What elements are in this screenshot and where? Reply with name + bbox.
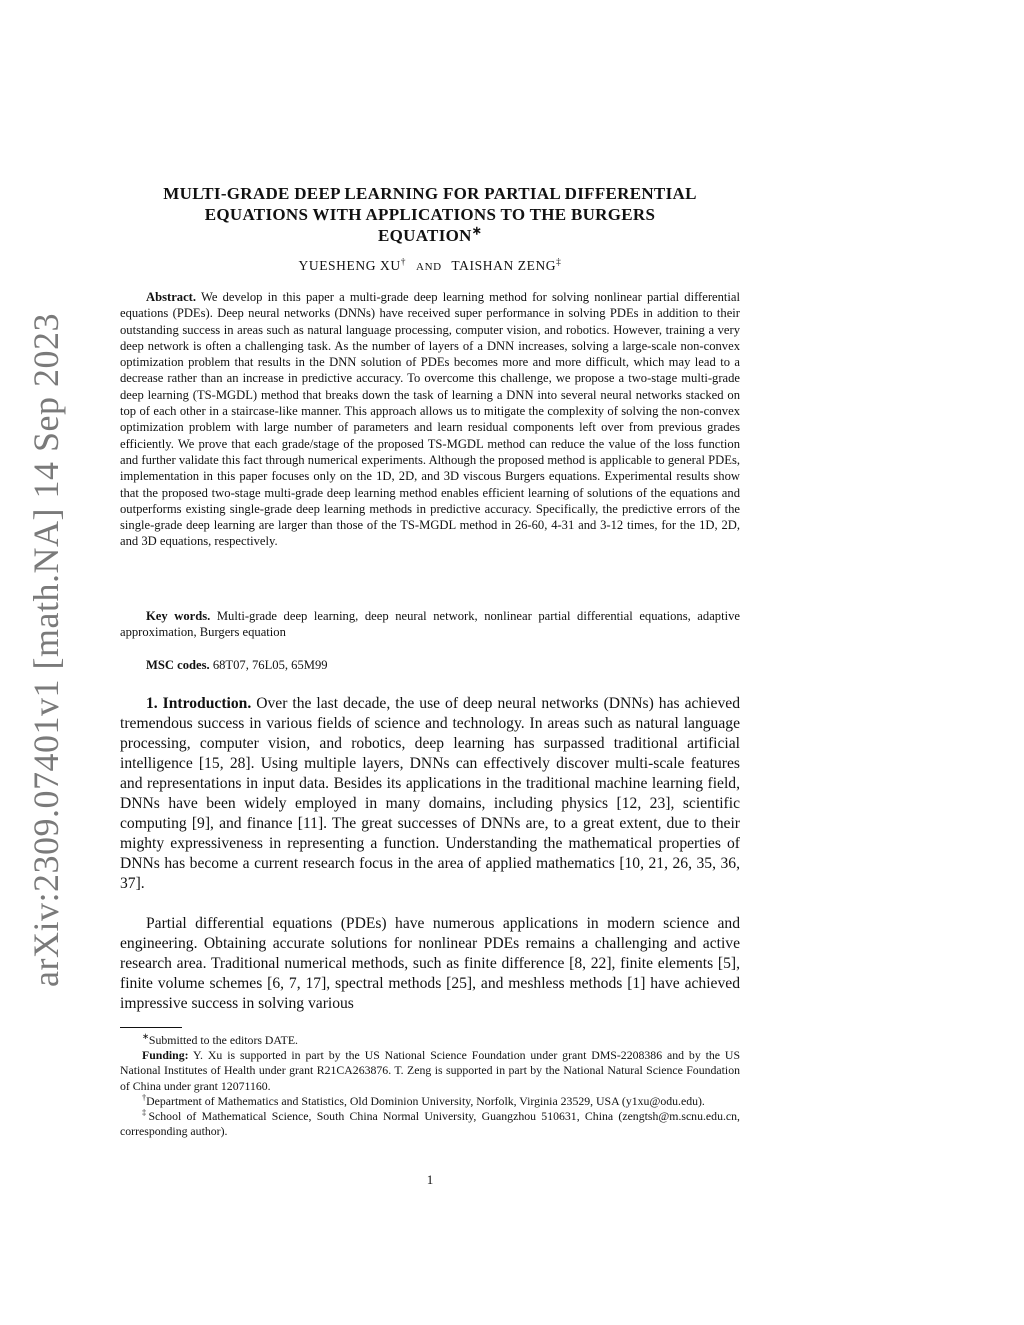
keywords <box>120 608 740 641</box>
footnote-2-mark: † <box>142 1092 147 1102</box>
intro-paragraph-1-text: Over the last decade, the use of deep neural networks (DNNs) has achieved tremendous success in various fields of science and technology. In areas such as natural language processing, computer vision, and robotics, deep learning has surpassed traditional artificial intelligence [15, 28]. Using multiple layers, DNNs can effectively discover multi-scale features and representations in input data. Besides its applications in the traditional machine learning field, DNNs have been widely employed in many domains, including physics [12, 23], scientific computing [9], and finance [11]. The great successes of DNNs are, to a great extent, due to their mighty expressiveness in representing a function. Understanding the mathematical properties of DNNs has become a current research focus in the area of applied mathematics [10, 21, 26, 35, 36, 37]. <box>120 695 740 892</box>
footnotes <box>120 1033 740 1139</box>
author-2: TAISHAN ZENG <box>451 258 557 273</box>
footnote-rule <box>120 1027 182 1028</box>
msc-label: MSC codes. <box>146 658 210 672</box>
keywords-label: Key words. <box>146 609 211 623</box>
abstract-label: Abstract. <box>146 290 197 304</box>
footnote-3 <box>120 1109 740 1139</box>
author-2-mark: ‡ <box>556 257 562 268</box>
title-line-1: MULTI-GRADE DEEP LEARNING FOR PARTIAL DIFFERENTIAL <box>163 184 697 203</box>
msc-text: 68T07, 76L05, 65M99 <box>212 658 328 672</box>
abstract-text: We develop in this paper a multi-grade deep learning method for solving nonlinear partial differential equations (PDEs). Deep neural networks (DNNs) have received super performance in solving PDEs in addition to their outstanding success in areas such as natural language processing, computer vision, and robotics. However, training a very deep network is often a challenging task. As the number of layers of a DNN increases, solving a large-scale non-convex optimization problem that results in the DNN solution of PDEs becomes more and more difficult, which may lead to a decrease rather than an increase in predictive accuracy. To overcome this challenge, we propose a two-stage multi-grade deep learning (TS-MGDL) method that breaks down the task of learning a DNN into several neural networks stacked on top of each other in a staircase-like manner. This approach allows us to mitigate the complexity of solving the non-convex optimization problem with large number of parameters and learn residual components left over from previous grades efficiently. We prove that each grade/stage of the proposed TS-MGDL method can reduce the value of the loss function and further validate this fact through numerical experiments. Although the proposed method is applicable to general PDEs, implementation in this paper focuses only on the 1D, 2D, and 3D viscous Burgers equations. Experimental results show that the proposed two-stage multi-grade deep learning method enables efficient learning of solutions of the equations and outperforms existing single-grade deep learning methods in predictive accuracy. Specifically, the predictive errors of the single-grade deep learning are larger than those of the TS-MGDL method in 26-60, 4-31 and 3-12 times, for the 1D, 2D, and 3D equations, respectively. <box>120 290 741 549</box>
footnote-2 <box>120 1094 740 1109</box>
intro-paragraph-1 <box>120 694 740 894</box>
page-number: 1 <box>426 1172 434 1187</box>
title-footnote-mark: ∗ <box>471 223 482 238</box>
title-line-2: EQUATIONS WITH APPLICATIONS TO THE BURGERS <box>204 205 656 224</box>
footnote-1-text: Submitted to the editors DATE. <box>148 1033 299 1047</box>
title-line-3-text: EQUATION <box>378 226 472 245</box>
funding-label: Funding: <box>142 1048 189 1063</box>
author-1: YUESHENG XU <box>298 258 401 273</box>
abstract <box>120 289 740 550</box>
footnote-1 <box>120 1033 740 1048</box>
footnote-2-text: Department of Mathematics and Statistics, Old Dominion University, Norfolk, Virginia 23529, USA (y1xu@odu.edu). <box>146 1093 705 1108</box>
author-list <box>120 258 740 274</box>
arxiv-id: arXiv:2309.07401v1 [math.NA] 14 Sep 2023 <box>26 313 66 987</box>
intro-paragraph-2 <box>120 914 740 1014</box>
section-heading: 1. Introduction. <box>146 695 252 712</box>
intro-paragraph-2-text: Partial differential equations (PDEs) have numerous applications in modern science and engineering. Obtaining accurate solutions for nonlinear PDEs remains a challenging and active research area. Traditional numerical methods, such as finite difference [8, 22], finite elements [5], finite volume schemes [6, 7, 17], spectral methods [25], and meshless methods [1] have achieved impressive success in solving various <box>120 915 740 1012</box>
msc-codes <box>120 657 740 673</box>
keywords-text: Multi-grade deep learning, deep neural network, nonlinear partial differential equations, adaptive approximation, Burgers equation <box>120 609 740 640</box>
author-and: AND <box>416 261 442 273</box>
title-line-3 <box>120 225 740 246</box>
footnote-3-mark: ‡ <box>142 1108 149 1118</box>
author-1-mark: † <box>400 257 407 268</box>
funding-text: Y. Xu is supported in part by the US National Science Foundation under grant DMS-2208386 and by the US National Institutes of Health under grant R21CA263876. T. Zeng is supported in part by the National Natural Science Foundation of China under grant 12071160. <box>120 1048 741 1093</box>
footnote-1-mark: ∗ <box>142 1032 149 1042</box>
arxiv-watermark <box>16 313 76 987</box>
paper-title <box>120 183 740 246</box>
footnote-3-text: School of Mathematical Science, South China Normal University, Guangzhou 510631, China (zengtsh@m.scnu.edu.cn, corresponding author). <box>120 1109 740 1139</box>
footnote-funding <box>120 1048 740 1094</box>
